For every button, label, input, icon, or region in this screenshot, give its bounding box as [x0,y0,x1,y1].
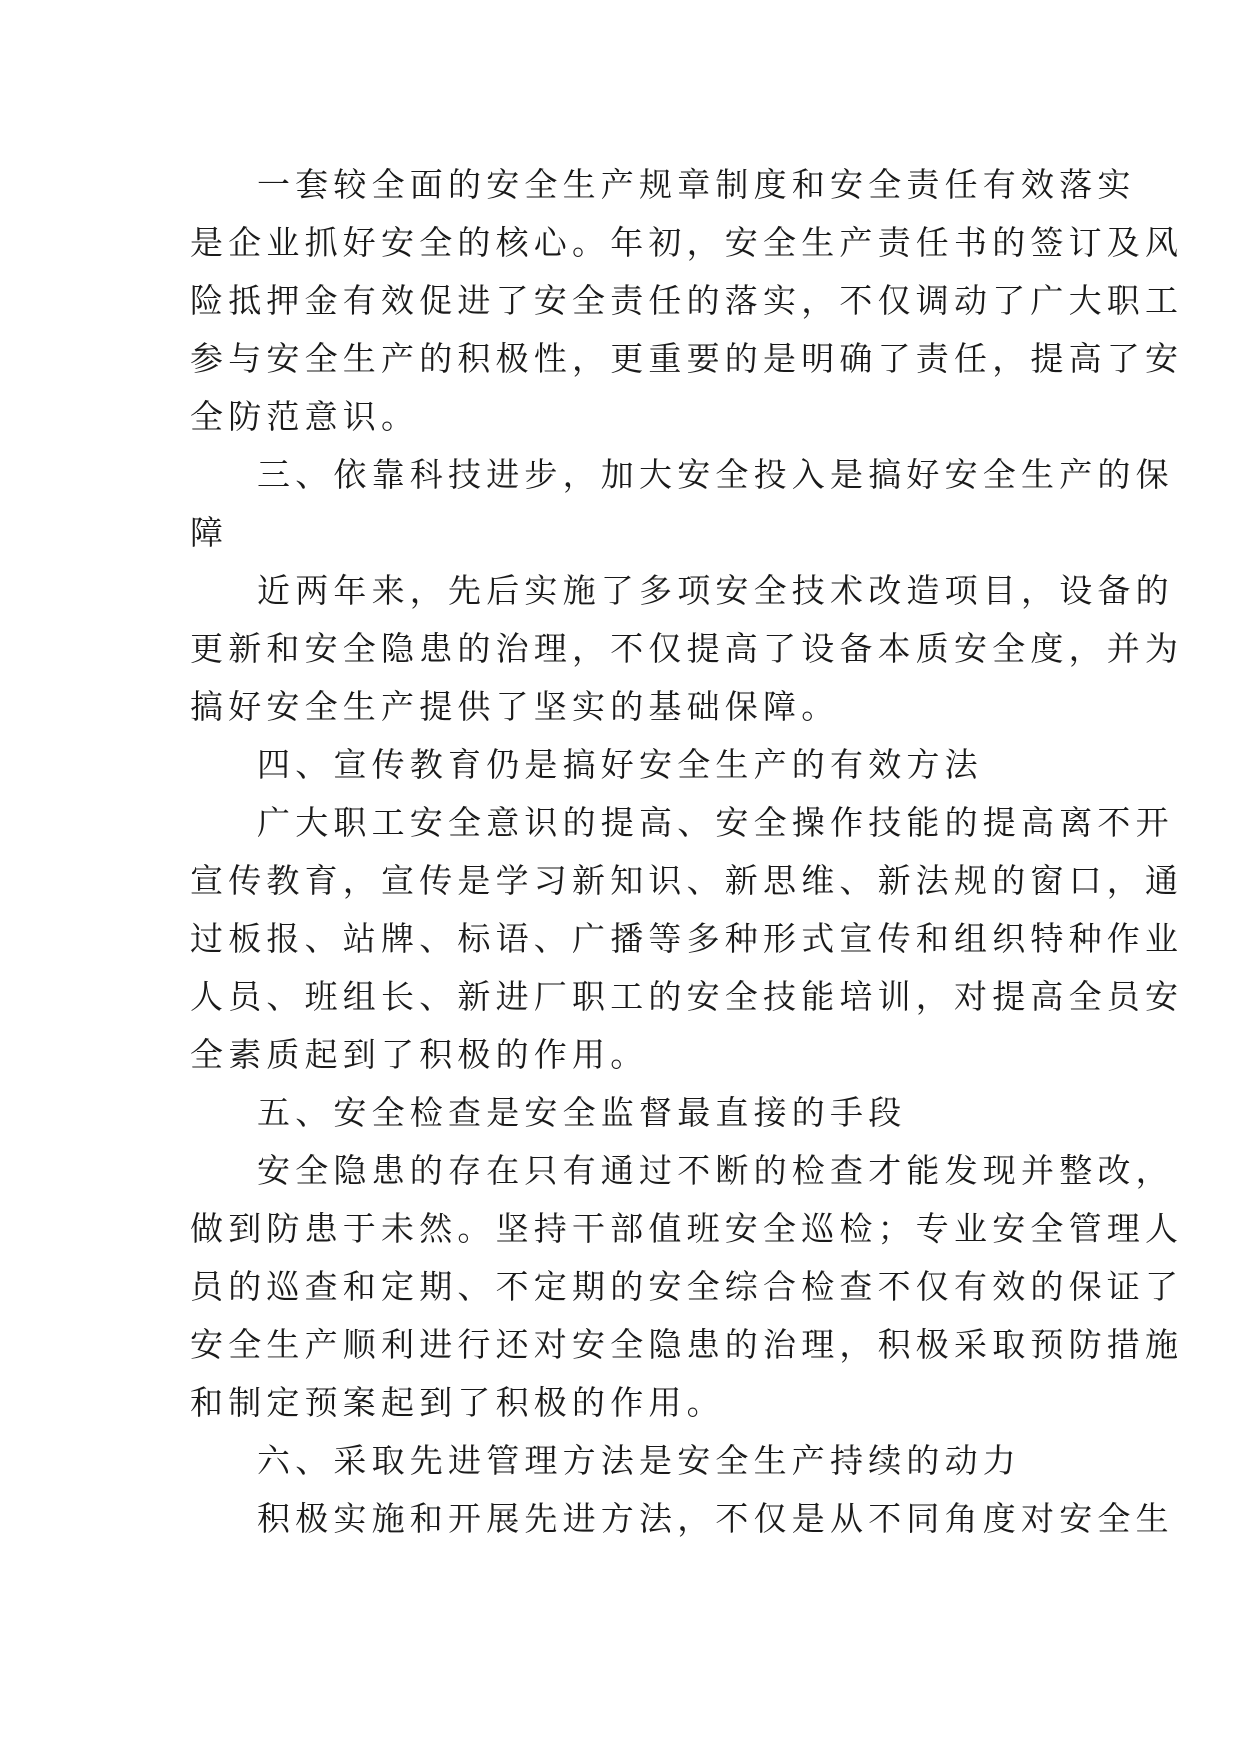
paragraph-line: 积极实施和开展先进方法，不仅是从不同角度对安全生 [257,1499,1174,1538]
paragraph-line: 安全隐患的存在只有通过不断的检查才能发现并整改， [257,1151,1174,1190]
paragraph-line: 是企业抓好安全的核心。年初，安全生产责任书的签订及风 [190,223,1184,262]
paragraph-line: 搞好安全生产提供了坚实的基础保障。 [190,687,840,726]
paragraph-line: 宣传教育，宣传是学习新知识、新思维、新法规的窗口，通 [190,861,1184,900]
document-page [190,156,1184,1548]
paragraph-line: 险抵押金有效促进了安全责任的落实，不仅调动了广大职工 [190,281,1184,320]
section-heading: 障 [190,513,229,552]
paragraph-line: 更新和安全隐患的治理，不仅提高了设备本质安全度，并为 [190,629,1184,668]
paragraph-line: 全防范意识。 [190,397,420,436]
paragraph-line: 人员、班组长、新进厂职工的安全技能培训，对提高全员安 [190,977,1184,1016]
paragraph-line: 广大职工安全意识的提高、安全操作技能的提高离不开 [257,803,1174,842]
paragraph-line: 和制定预案起到了积极的作用。 [190,1383,725,1422]
paragraph-line: 近两年来，先后实施了多项安全技术改造项目，设备的 [257,571,1174,610]
paragraph-line: 做到防患于未然。坚持干部值班安全巡检；专业安全管理人 [190,1209,1184,1248]
section-heading: 六、采取先进管理方法是安全生产持续的动力 [257,1441,1021,1480]
paragraph-line: 过板报、站牌、标语、广播等多种形式宣传和组织特种作业 [190,919,1184,958]
paragraph-line: 一套较全面的安全生产规章制度和安全责任有效落实 [257,165,1136,204]
paragraph-line: 员的巡查和定期、不定期的安全综合检查不仅有效的保证了 [190,1267,1184,1306]
section-heading: 四、宣传教育仍是搞好安全生产的有效方法 [257,745,983,784]
paragraph-line: 参与安全生产的积极性，更重要的是明确了责任，提高了安 [190,339,1184,378]
paragraph-line: 安全生产顺利进行还对安全隐患的治理，积极采取预防措施 [190,1325,1184,1364]
section-heading: 三、依靠科技进步，加大安全投入是搞好安全生产的保 [257,455,1174,494]
section-heading: 五、安全检查是安全监督最直接的手段 [257,1093,907,1132]
paragraph-line: 全素质起到了积极的作用。 [190,1035,649,1074]
